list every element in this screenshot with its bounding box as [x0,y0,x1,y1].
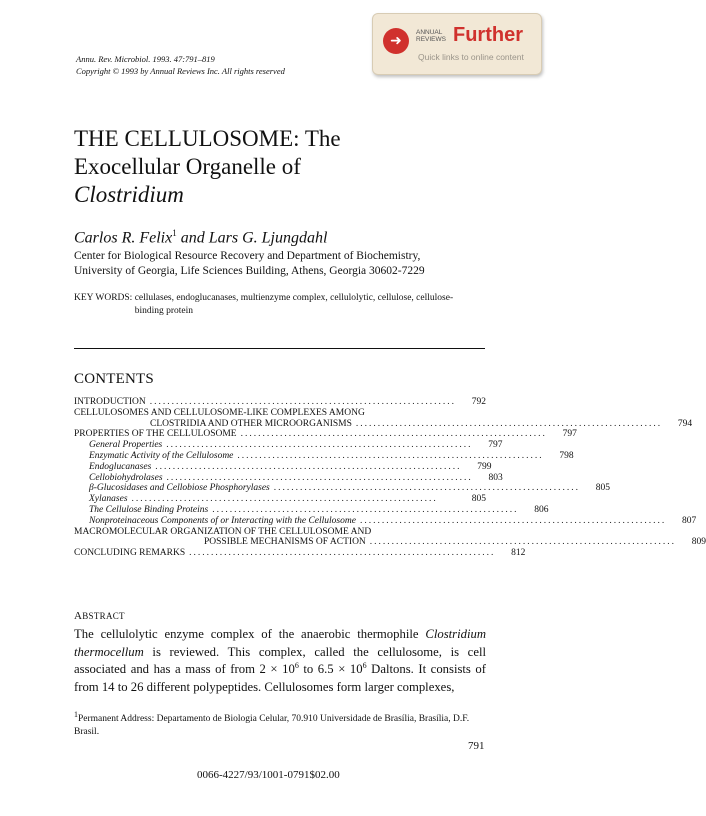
toc-label: POSSIBLE MECHANISMS OF ACTION [204,537,366,548]
keywords-label: KEY WORDS: [74,293,133,303]
toc-leader: ...................................................................... [131,494,438,505]
toc-page: 797 [488,440,503,451]
exponent: 6 [294,660,299,670]
contents-heading: CONTENTS [74,371,154,387]
toc-label: Nonproteinaceous Components of or Interacting with the Cellulosome [89,515,356,526]
toc-entry[interactable] [74,515,697,527]
toc-entry[interactable] [74,440,503,451]
author-2: Lars G. Ljungdahl [208,229,328,247]
keywords [74,292,460,318]
footnote-mark: 1 [74,710,78,719]
toc-leader: ...................................................................... [359,515,667,526]
annual-label: ANNUAL [416,29,443,36]
affiliation-line-2: University of Georgia, Life Sciences Building, Athens, Georgia 30602-7229 [74,265,425,277]
toc-entry[interactable] [74,461,492,473]
toc-entry[interactable] [74,504,549,516]
toc-leader: ...................................................................... [237,450,544,461]
toc-leader: ...................................................................... [166,472,473,483]
abstract-heading-initial: A [74,610,83,622]
toc-label: Enzymatic Activity of the Cellulosome [89,450,234,461]
further-label: Further [453,24,523,46]
title-line-3: Clostridium [74,182,184,207]
toc-label: MACROMOLECULAR ORGANIZATION OF THE CELLULOSOME AND [74,526,372,537]
toc-entry[interactable] [74,527,486,538]
table-of-contents [74,397,706,559]
author-1-footnote-mark: 1 [172,228,177,238]
toc-label: PROPERTIES OF THE CELLULOSOME [74,429,237,440]
author-1: Carlos R. Felix [74,229,173,247]
page-number: 791 [468,740,485,752]
abstract-heading [74,610,125,622]
abstract-heading-rest: BSTRACT [82,611,125,621]
abstract-part: is reviewed. This complex, called the cellulosome, is cell associated and has a mass of from 2 × 10 [74,644,486,677]
footnote [74,708,486,739]
toc-label: Xylanases [89,494,128,505]
toc-leader: ...................................................................... [155,461,462,472]
toc-page: 799 [477,461,492,472]
toc-page: 797 [562,429,577,440]
toc-page: 803 [488,472,503,483]
toc-label: CLOSTRIDIA AND OTHER MICROORGANISMS [150,418,352,429]
organism-name: Clostridium thermocellum [74,627,486,659]
toc-page: 806 [534,504,549,515]
toc-page: 794 [677,418,693,429]
toc-entry[interactable] [74,494,486,505]
toc-leader: ...................................................................... [369,537,677,548]
reviews-label: REVIEWS [416,36,446,43]
exponent: 6 [362,660,367,670]
toc-leader: ...................................................................... [273,483,580,494]
abstract-part: Daltons. It consists of from 14 to 26 different polypeptides. Cellulosomes form larger complexes, [74,662,486,694]
further-badge[interactable] [372,13,542,75]
further-subtitle: Quick links to online content [418,52,524,62]
toc-page: 805 [471,494,486,505]
authors-and: and [180,229,205,247]
toc-page: 805 [595,483,610,494]
abstract-part: to 6.5 × 10 [298,662,363,677]
footnote-text: Permanent Address: Departamento de Biologia Celular, 70.910 Universidade de Brasília, Brasília, D.F. Brasil. [74,714,470,738]
toc-label: Endoglucanases [89,461,152,472]
toc-entry[interactable] [74,450,574,462]
toc-entry[interactable] [74,537,706,548]
toc-label: CELLULOSOMES AND CELLULOSOME-LIKE COMPLEXES AMONG [74,407,365,418]
toc-leader: ...................................................................... [189,548,496,559]
toc-entry[interactable] [74,418,693,430]
toc-label: β-Glucosidases and Cellobiose Phosphorylases [89,483,270,494]
journal-citation [76,53,285,77]
toc-leader: ...................................................................... [166,440,473,451]
toc-label: The Cellulose Binding Proteins [89,504,209,515]
toc-page: 807 [681,515,697,526]
annual-reviews-logo-text [416,29,446,43]
toc-entry[interactable] [74,429,577,440]
affiliation-line-1: Center for Biological Resource Recovery and Department of Biochemistry, [74,250,421,262]
toc-entry[interactable] [74,397,486,408]
abstract-text [74,626,486,696]
toc-leader: ...................................................................... [355,418,663,429]
toc-page: 792 [471,397,487,407]
arrow-icon: ➜ [383,28,409,54]
toc-label: CONCLUDING REMARKS [74,548,186,559]
affiliation [74,249,425,279]
toc-entry[interactable] [74,548,526,559]
toc-page: 798 [559,450,574,461]
keywords-text: cellulases, endoglucanases, multienzyme complex, cellulolytic, cellulose, cellulose-binding protein [134,293,454,316]
toc-page: 809 [691,537,706,548]
abstract-part: The cellulolytic enzyme complex of the anaerobic thermophile [74,627,426,641]
toc-label: Cellobiohydrolases [89,472,163,483]
issn-code: 0066-4227/93/1001-0791$02.00 [197,769,340,781]
toc-page: 812 [511,548,526,559]
toc-entry[interactable] [74,408,486,419]
article-title [74,125,341,209]
journal-citation-line: Annu. Rev. Microbiol. 1993. 47:791–819 [76,54,215,64]
title-line-2: Exocellular Organelle of [74,154,301,179]
toc-entry[interactable] [74,483,610,494]
section-divider [74,348,485,349]
copyright-line: Copyright © 1993 by Annual Reviews Inc. All rights reserved [76,66,285,76]
toc-label: INTRODUCTION [74,397,146,407]
authors [74,228,327,247]
toc-entry[interactable] [74,472,503,484]
toc-leader: ...................................................................... [149,397,457,407]
toc-leader: ...................................................................... [240,429,547,440]
toc-leader: ...................................................................... [212,504,519,515]
toc-label: General Properties [89,440,163,451]
title-line-1: THE CELLULOSOME: The [74,126,341,151]
